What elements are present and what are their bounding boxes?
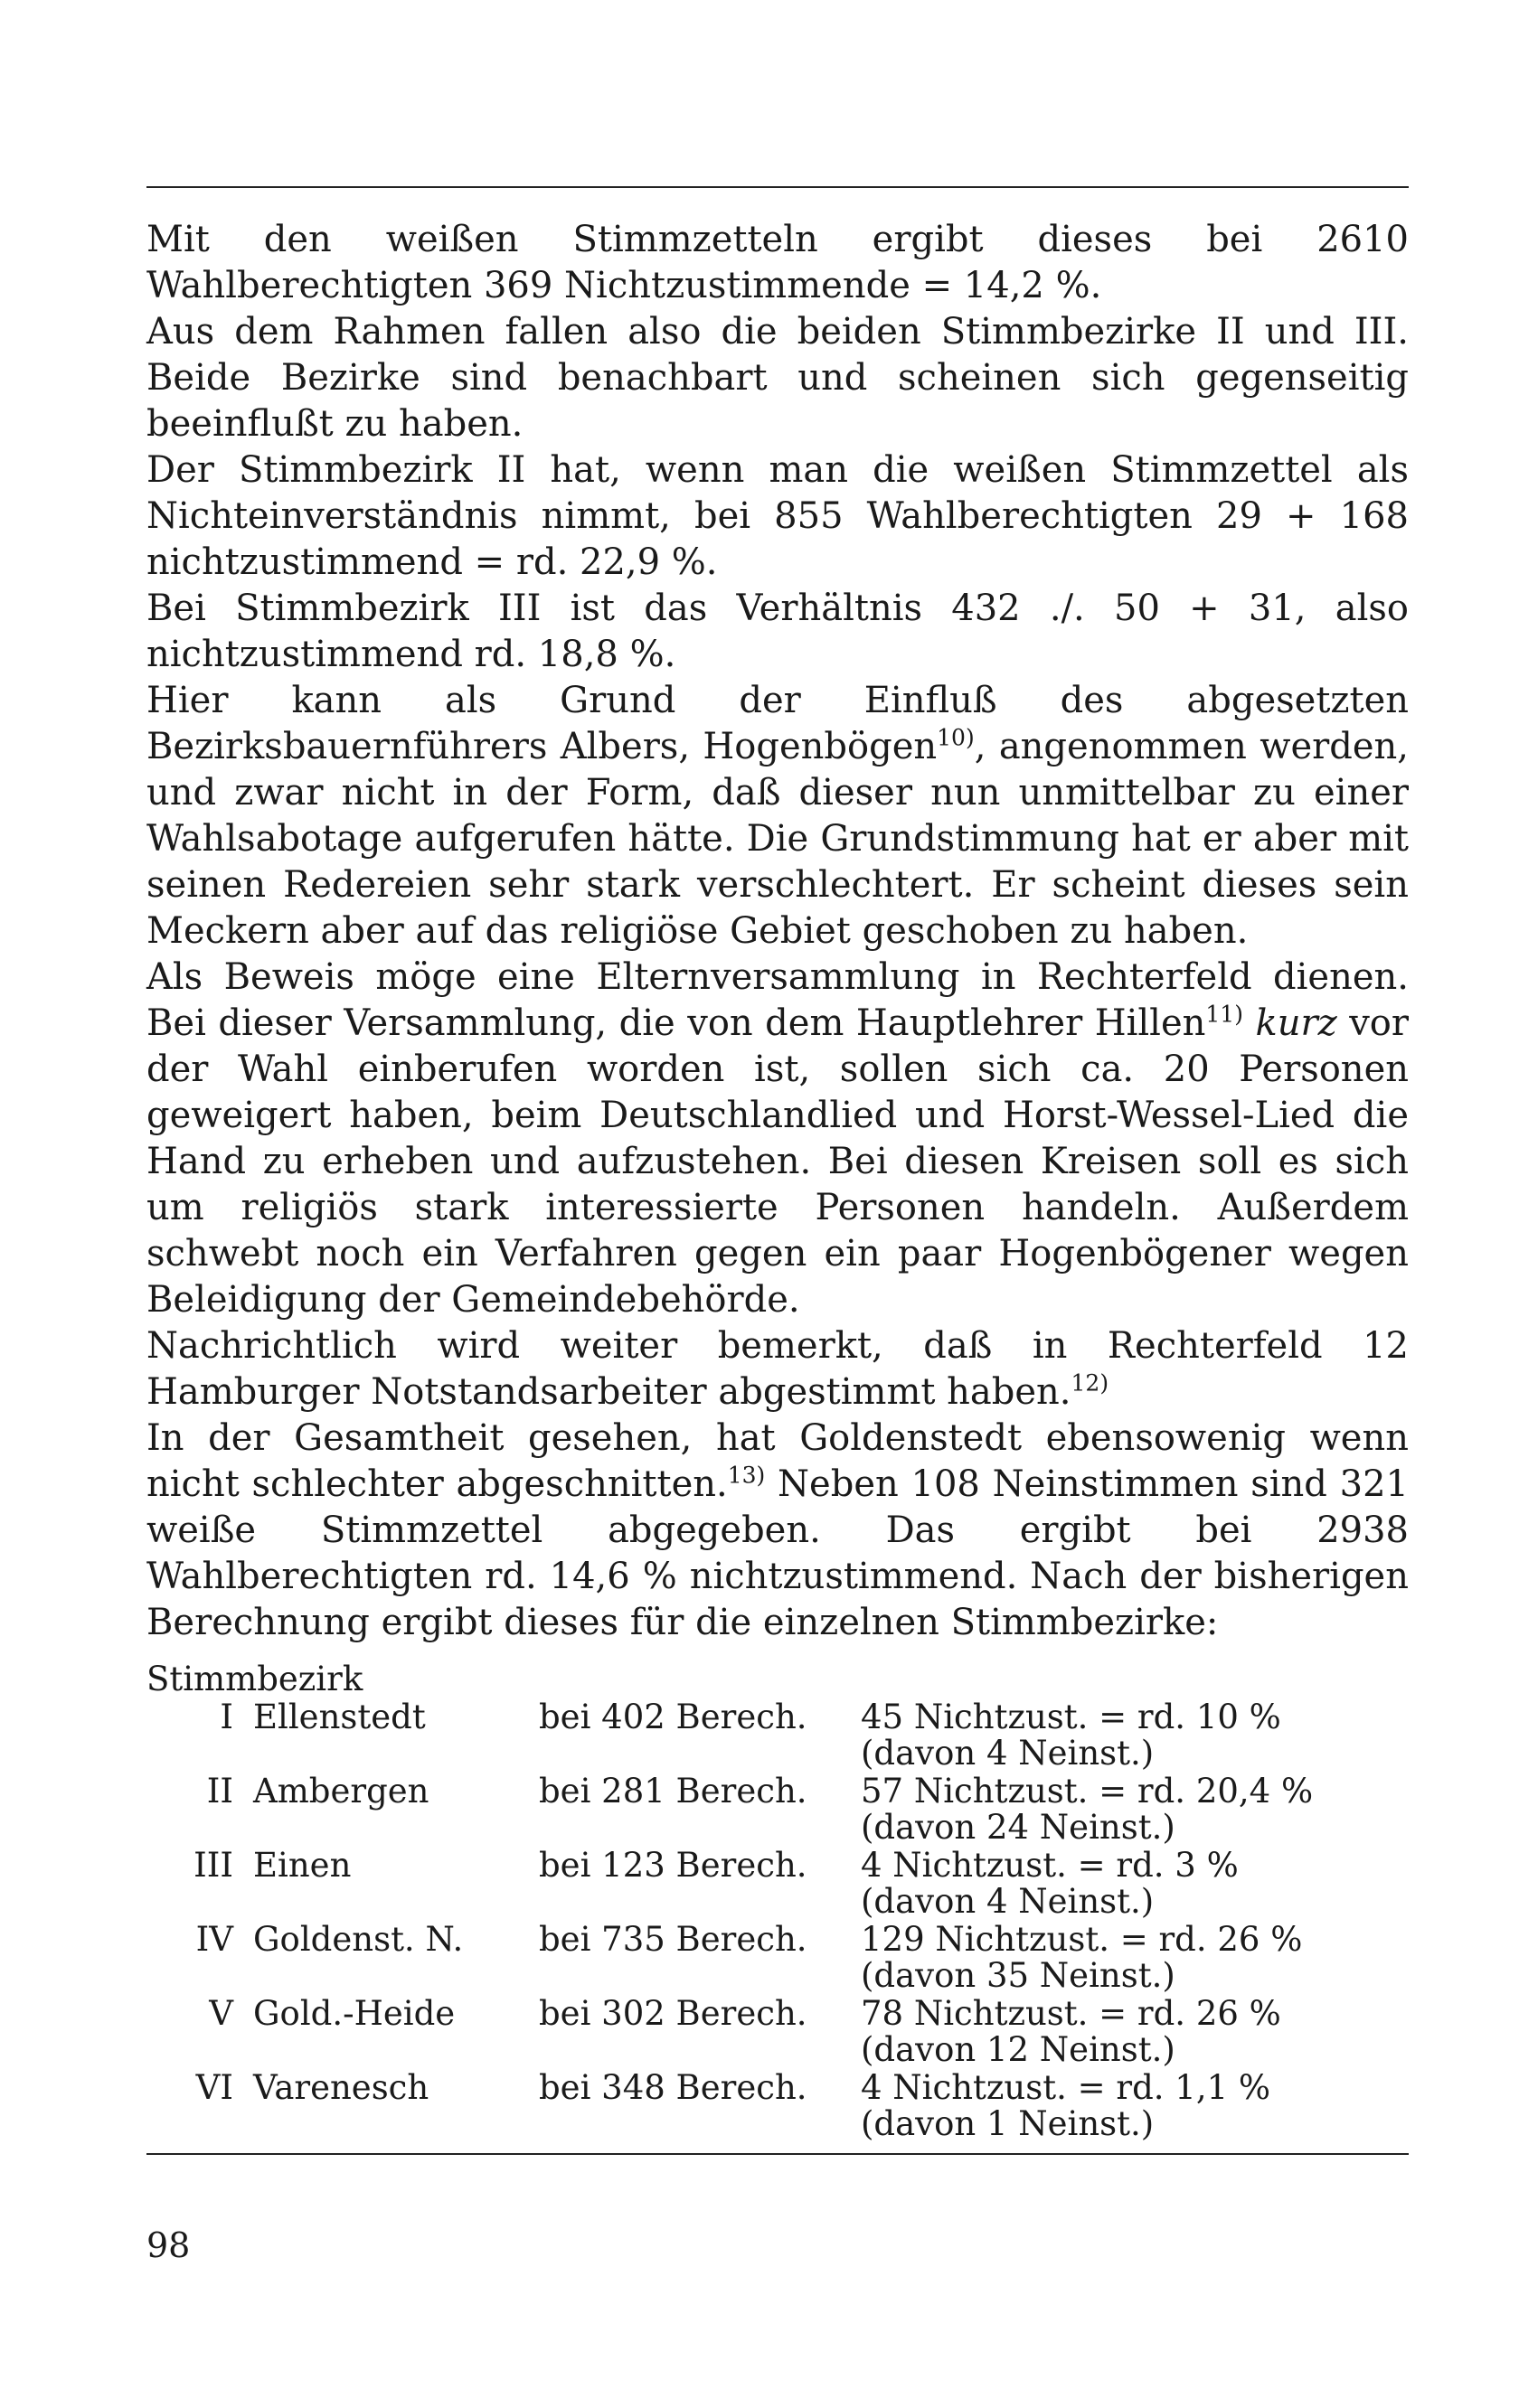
text-run: Als Beweis möge eine Elternversammlung in Rechterfeld dienen. Bei dieser Versammlung, die von dem Hauptlehrer Hillen [146,956,1409,1044]
district-number: VI [195,2068,233,2107]
table-row [146,1773,1409,1847]
paragraph [146,586,1409,678]
table-heading: Stimmbezirk [146,1660,363,1698]
text-run: In der Gesamtheit gesehen, hat Goldenstedt ebensowenig wenn nicht schlechter abgeschnitten. [146,1417,1409,1505]
non-approval-count: 78 Nichtzust. = rd. 26 % [861,1994,1281,2033]
text-run: Der Stimmbezirk II hat, wenn man die weißen Stimmzettel als Nichteinverständnis nimmt, bei 855 Wahlberechtigten 29 + 168 nichtzustimmend = rd. 22,9 %. [146,449,1409,583]
page-number: 98 [146,2225,191,2265]
eligible-voters: bei 281 Berech. [539,1772,807,1811]
text-run: Aus dem Rahmen fallen also die beiden Stimmbezirke II und III. Beide Bezirke sind benachbart und scheinen sich gegenseitig beeinflußt zu haben. [146,311,1409,445]
text-run: Bei Stimmbezirk III ist das Verhältnis 432 ./. 50 + 31, also nichtzustimmend rd. 18,8 %. [146,588,1409,675]
text-run: Hier kann als Grund der Einfluß des abgesetzten Bezirksbauernführers Albers, Hogenbögen [146,680,1409,767]
table-row [146,2069,1409,2143]
paragraph [146,955,1409,1323]
district-name: Einen [253,1846,352,1885]
no-votes-note: (davon 12 Neinst.) [861,2030,1175,2069]
paragraph [146,309,1409,447]
no-votes-note: (davon 1 Neinst.) [861,2104,1155,2143]
no-votes-note: (davon 4 Neinst.) [861,1734,1155,1773]
district-number: IV [195,1920,233,1959]
district-name: Varenesch [253,2068,429,2107]
eligible-voters: bei 123 Berech. [539,1846,807,1885]
body-text [146,217,1409,1646]
footnote-ref: 13) [727,1462,766,1489]
table-row [146,1698,1409,1773]
no-votes-note: (davon 24 Neinst.) [861,1808,1175,1847]
district-number: I [220,1698,233,1736]
no-votes-note: (davon 4 Neinst.) [861,1882,1155,1921]
eligible-voters: bei 348 Berech. [539,2068,807,2107]
footnote-ref: 12) [1071,1369,1109,1397]
text-run: Neben 108 Neinstimmen sind 321 weiße Stimmzettel abgegeben. Das ergibt bei 2938 Wahlberechtigten rd. 14,6 % nichtzustimmend. Nach der bisherigen Berechnung ergibt dieses für die einzelnen Stimmbezirke: [146,1463,1409,1643]
paragraph [146,1416,1409,1646]
paragraph [146,1323,1409,1416]
table-rows [146,1698,1409,2143]
district-name: Ellenstedt [253,1698,426,1736]
no-votes-note: (davon 35 Neinst.) [861,1956,1175,1995]
paragraph [146,678,1409,955]
district-number: II [206,1772,233,1811]
district-name: Gold.-Heide [253,1994,456,2033]
district-number: V [209,1994,233,2033]
footnote-ref: 11) [1205,1001,1243,1028]
table-row [146,1995,1409,2069]
emphasis-text: kurz [1255,1002,1337,1044]
text-run: Mit den weißen Stimmzetteln ergibt dieses bei 2610 Wahlberechtigten 369 Nichtzustimmende = 14,2 %. [146,219,1409,306]
text-run: Nachrichtlich wird weiter bemerkt, daß in Rechterfeld 12 Hamburger Notstandsarbeiter abgestimmt haben. [146,1325,1409,1413]
district-number: III [193,1846,233,1885]
table-row [146,1921,1409,1995]
eligible-voters: bei 735 Berech. [539,1920,807,1959]
district-table [146,1660,1409,2143]
bottom-rule [146,2153,1409,2155]
district-name: Goldenst. N. [253,1920,464,1959]
district-name: Ambergen [253,1772,429,1811]
eligible-voters: bei 402 Berech. [539,1698,807,1736]
non-approval-count: 4 Nichtzust. = rd. 1,1 % [861,2068,1271,2107]
non-approval-count: 45 Nichtzust. = rd. 10 % [861,1698,1281,1736]
paragraph [146,447,1409,586]
table-row [146,1847,1409,1921]
non-approval-count: 129 Nichtzust. = rd. 26 % [861,1920,1303,1959]
text-run: , angenommen werden, und zwar nicht in der Form, daß dieser nun unmittelbar zu einer Wahlsabotage aufgerufen hätte. Die Grundstimmung hat er aber mit seinen Redereien sehr stark verschlechtert. Er scheint dieses sein Meckern aber auf das religiöse Gebiet geschoben zu haben. [146,726,1409,952]
non-approval-count: 4 Nichtzust. = rd. 3 % [861,1846,1239,1885]
footnote-ref: 10) [937,724,975,751]
non-approval-count: 57 Nichtzust. = rd. 20,4 % [861,1772,1314,1811]
paragraph [146,217,1409,309]
text-run: vor der Wahl einberufen worden ist, sollen sich ca. 20 Personen geweigert haben, beim Deutschlandlied und Horst-Wessel-Lied die Hand zu erheben und aufzustehen. Bei diesen Kreisen soll es sich um religiös stark interessierte Personen handeln. Außerdem schwebt noch ein Verfahren gegen ein paar Hogenbögener wegen Beleidigung der Gemeindebehörde. [146,1002,1410,1321]
top-rule [146,186,1409,188]
eligible-voters: bei 302 Berech. [539,1994,807,2033]
text-run [1243,1002,1256,1044]
